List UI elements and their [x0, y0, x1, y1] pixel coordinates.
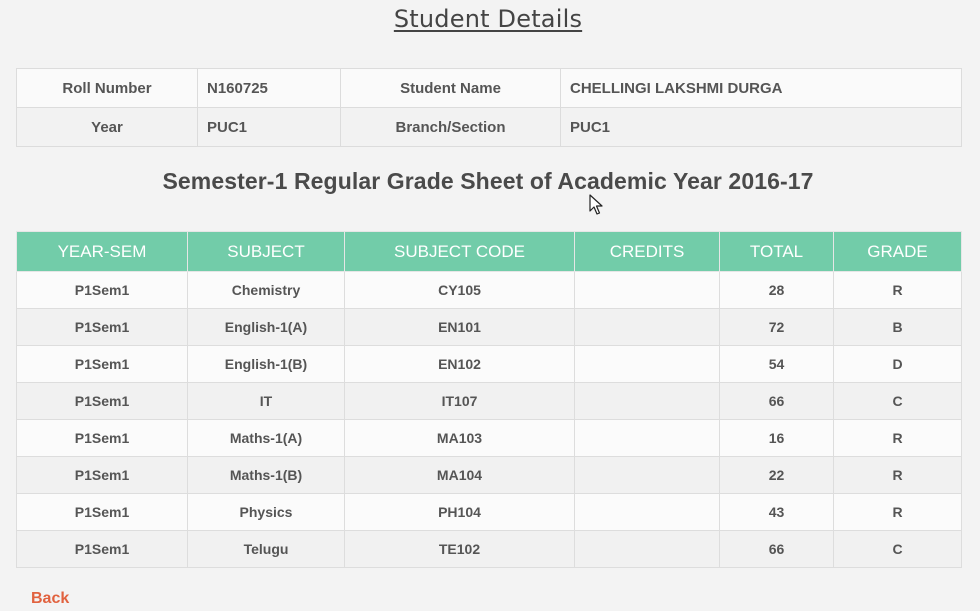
column-header-total: TOTAL — [720, 232, 834, 272]
branch-value: PUC1 — [561, 108, 962, 147]
column-header-year-sem: YEAR-SEM — [17, 232, 188, 272]
grade-table-header — [17, 232, 962, 272]
grade-cell: R — [834, 457, 962, 494]
grade-cell: R — [834, 420, 962, 457]
table-row — [17, 420, 962, 457]
credits-cell — [575, 346, 720, 383]
year-sem-cell: P1Sem1 — [17, 494, 188, 531]
subject-code-cell: EN101 — [345, 309, 575, 346]
subject-code-cell: PH104 — [345, 494, 575, 531]
year-sem-cell: P1Sem1 — [17, 309, 188, 346]
total-cell: 54 — [720, 346, 834, 383]
credits-cell — [575, 383, 720, 420]
back-link[interactable]: Back — [31, 590, 70, 607]
table-row — [17, 457, 962, 494]
credits-cell — [575, 272, 720, 309]
roll-number-value: N160725 — [198, 69, 341, 108]
year-sem-cell: P1Sem1 — [17, 457, 188, 494]
grade-cell: B — [834, 309, 962, 346]
subject-code-cell: IT107 — [345, 383, 575, 420]
subject-cell: English-1(A) — [188, 309, 345, 346]
grade-cell: D — [834, 346, 962, 383]
column-header-subject: SUBJECT — [188, 232, 345, 272]
grade-cell: R — [834, 494, 962, 531]
subject-cell: Chemistry — [188, 272, 345, 309]
column-header-subject-code: SUBJECT CODE — [345, 232, 575, 272]
total-cell: 66 — [720, 383, 834, 420]
column-header-grade: GRADE — [834, 232, 962, 272]
student-info-table — [16, 68, 962, 147]
year-sem-cell: P1Sem1 — [17, 383, 188, 420]
year-label: Year — [17, 108, 198, 147]
total-cell: 72 — [720, 309, 834, 346]
subject-code-cell: TE102 — [345, 531, 575, 568]
credits-cell — [575, 420, 720, 457]
year-value: PUC1 — [198, 108, 341, 147]
credits-cell — [575, 457, 720, 494]
table-row — [17, 346, 962, 383]
table-row — [17, 272, 962, 309]
total-cell: 16 — [720, 420, 834, 457]
grade-cell: R — [834, 272, 962, 309]
credits-cell — [575, 309, 720, 346]
subject-cell: English-1(B) — [188, 346, 345, 383]
student-name-value: CHELLINGI LAKSHMI DURGA — [561, 69, 962, 108]
subject-code-cell: MA103 — [345, 420, 575, 457]
table-row — [17, 531, 962, 568]
year-sem-cell: P1Sem1 — [17, 346, 188, 383]
grade-sheet-heading: Semester-1 Regular Grade Sheet of Academic Year 2016-17 — [162, 168, 814, 194]
column-header-credits: CREDITS — [575, 232, 720, 272]
roll-number-label: Roll Number — [17, 69, 198, 108]
credits-cell — [575, 531, 720, 568]
page-title: Student Details — [393, 5, 583, 33]
year-sem-cell: P1Sem1 — [17, 531, 188, 568]
subject-cell: Maths-1(B) — [188, 457, 345, 494]
grade-cell: C — [834, 531, 962, 568]
subject-cell: IT — [188, 383, 345, 420]
table-row — [17, 309, 962, 346]
grade-cell: C — [834, 383, 962, 420]
subject-cell: Physics — [188, 494, 345, 531]
subject-code-cell: CY105 — [345, 272, 575, 309]
total-cell: 22 — [720, 457, 834, 494]
info-row-roll — [17, 69, 962, 108]
subject-cell: Maths-1(A) — [188, 420, 345, 457]
total-cell: 43 — [720, 494, 834, 531]
info-row-year — [17, 108, 962, 147]
mouse-pointer-icon — [589, 194, 603, 216]
subject-code-cell: MA104 — [345, 457, 575, 494]
branch-label: Branch/Section — [341, 108, 561, 147]
subject-code-cell: EN102 — [345, 346, 575, 383]
total-cell: 28 — [720, 272, 834, 309]
table-row — [17, 383, 962, 420]
credits-cell — [575, 494, 720, 531]
table-row — [17, 494, 962, 531]
student-name-label: Student Name — [341, 69, 561, 108]
subject-cell: Telugu — [188, 531, 345, 568]
year-sem-cell: P1Sem1 — [17, 272, 188, 309]
grade-table — [16, 231, 962, 568]
year-sem-cell: P1Sem1 — [17, 420, 188, 457]
total-cell: 66 — [720, 531, 834, 568]
